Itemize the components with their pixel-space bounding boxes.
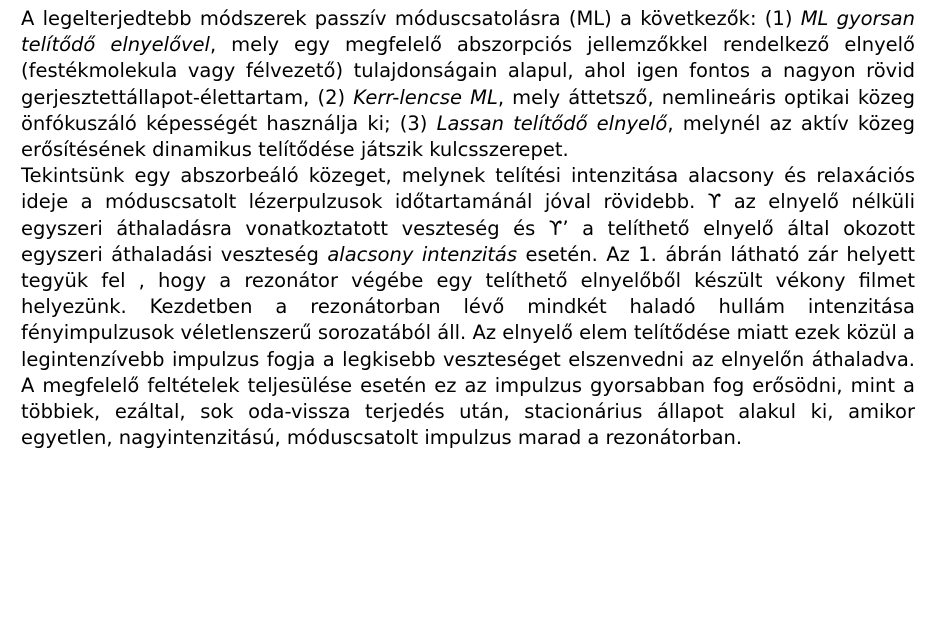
italic-term-kerr-lens: Kerr-lencse ML [353,85,498,109]
italic-term-fast-saturable-absorber: ML gyorsan telítődő elnyelővel [21,7,915,57]
italic-term-slow-saturable-absorber: Lassan telítődő elnyelő [436,111,668,135]
text-run: Tekintsünk egy abszorbeáló közeget, melynek telítési intenzitása alacsony és relaxációs ideje a móduscsatolt lézerpulzusok időtartamánál jóval rövidebb. ϒ az elnyelő nélküli egyszeri áthaladásra vonatkoztatott veszteség és ϒ’ a telíthető elnyelő által okozott egyszeri áthaladási veszteség [21,164,915,266]
paragraph-absorber-description [21,163,915,451]
text-run: A legelterjedtebb módszerek passzív móduscsatolásra (ML) a következők: (1) [21,7,801,30]
paragraph-mode-locking-methods [21,6,915,163]
text-run: , mely egy megfelelő abszorpciós jellemzőkkel rendelkező elnyelő (festékmolekula vagy félvezető) tulajdonságain alapul, ahol igen fontos a nagyon rövid gerjesztettállapot-élettartam, (2) [21,33,915,109]
italic-term-low-intensity: alacsony intenzitás [327,242,518,266]
text-run: , melynél az aktív közeg erősítésének dinamikus telítődése játszik kulcsszerepet. [21,111,916,162]
text-run: , mely áttetsző, nemlineáris optikai közeg önfókuszáló képességét használja ki; (3) [21,85,915,135]
text-run: esetén. Az 1. ábrán látható zár helyett tegyük fel , hogy a rezonátor végébe egy telíthető elnyelőből készült vékony filmet helyezünk. Kezdetben a rezonátorban lévő mindkét haladó hullám intenzitása fényimpulzusok véletlenszerű sorozatából áll. Az elnyelő elem telítődése miatt ezek közül a legintenzívebb impulzus fogja a legkisebb veszteséget elszenvedni az elnyelőn áthaladva. A megfelelő feltételek teljesülése esetén ez az impulzus gyorsabban fog erősödni, mint a többiek, ezáltal, sok oda-vissza terjedés után, stacionárius állapot alakul ki, amikor egyetlen, nagyintenzitású, móduscsatolt impulzus marad a rezonátorban. [21,242,915,450]
